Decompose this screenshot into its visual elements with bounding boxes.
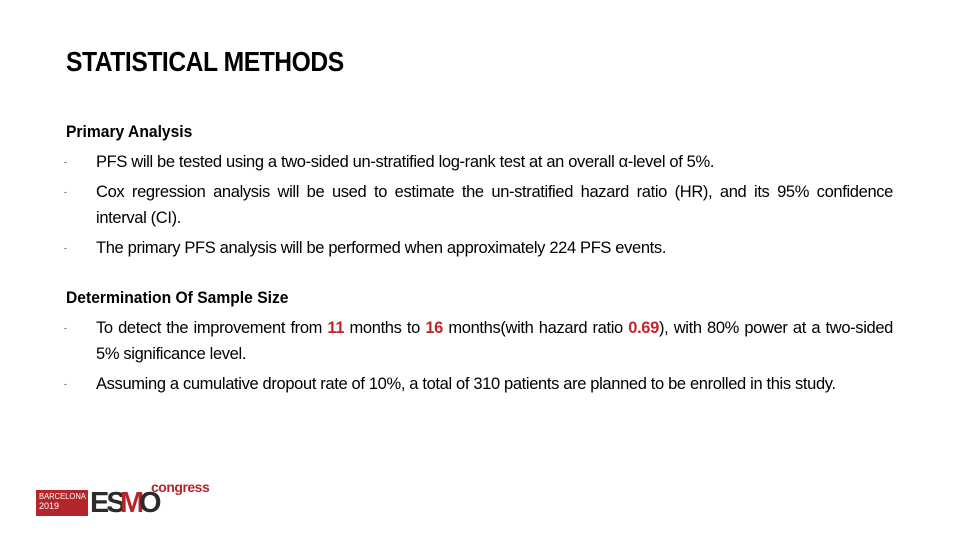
primary-bullet-2-text: Cox regression analysis will be used to estimate the un-stratified hazard ratio (HR), and its 95% confidence interval (CI). — [96, 183, 893, 227]
logo-congress-text: congress — [151, 479, 210, 495]
esmo-congress-logo — [36, 479, 216, 519]
sample-size-text-part: To detect the improvement from — [96, 319, 328, 337]
sample-size-text-part: months(with hazard ratio — [442, 319, 629, 337]
slide-title: STATISTICAL METHODS — [66, 46, 344, 77]
esmo-wordmark-icon — [90, 487, 159, 519]
bullet-marker: - — [64, 323, 67, 333]
primary-analysis-heading: Primary Analysis — [66, 122, 193, 141]
primary-bullet-3-text: The primary PFS analysis will be performed when approximately 224 PFS events. — [96, 239, 667, 257]
sample-size-text-part: months to — [344, 319, 426, 337]
bullet-marker: - — [64, 243, 67, 253]
logo-city-box — [36, 490, 88, 516]
bullet-marker: - — [64, 187, 67, 197]
sample-size-bullet-2-text: Assuming a cumulative dropout rate of 10%, a total of 310 patients are planned to be enrolled in this study. — [96, 375, 836, 393]
primary-bullet-2 — [66, 179, 893, 231]
hazard-ratio-value: 0.69 — [628, 319, 659, 337]
logo-year: 2019 — [39, 501, 60, 511]
svg-text:M: M — [120, 487, 142, 519]
logo-city: BARCELONA — [39, 492, 86, 501]
sample-size-bullet-2 — [66, 371, 893, 397]
median-pfs-experimental: 16 — [425, 319, 443, 337]
sample-size-heading: Determination Of Sample Size — [66, 288, 289, 307]
slide-body — [66, 121, 893, 401]
bullet-marker: - — [64, 157, 67, 167]
median-pfs-control: 11 — [327, 319, 345, 337]
primary-bullet-3 — [66, 235, 893, 261]
svg-text:ES: ES — [90, 487, 123, 519]
bullet-marker: - — [64, 379, 67, 389]
sample-size-text-part: ), with 80% power at a two-sided 5% significance level. — [96, 319, 893, 363]
sample-size-bullet-1 — [66, 315, 893, 367]
logo-brand — [90, 487, 159, 523]
primary-bullet-1 — [66, 149, 893, 175]
primary-bullet-1-text: PFS will be tested using a two-sided un-stratified log-rank test at an overall α-level of 5%. — [96, 153, 715, 171]
svg-text:O: O — [139, 487, 159, 519]
